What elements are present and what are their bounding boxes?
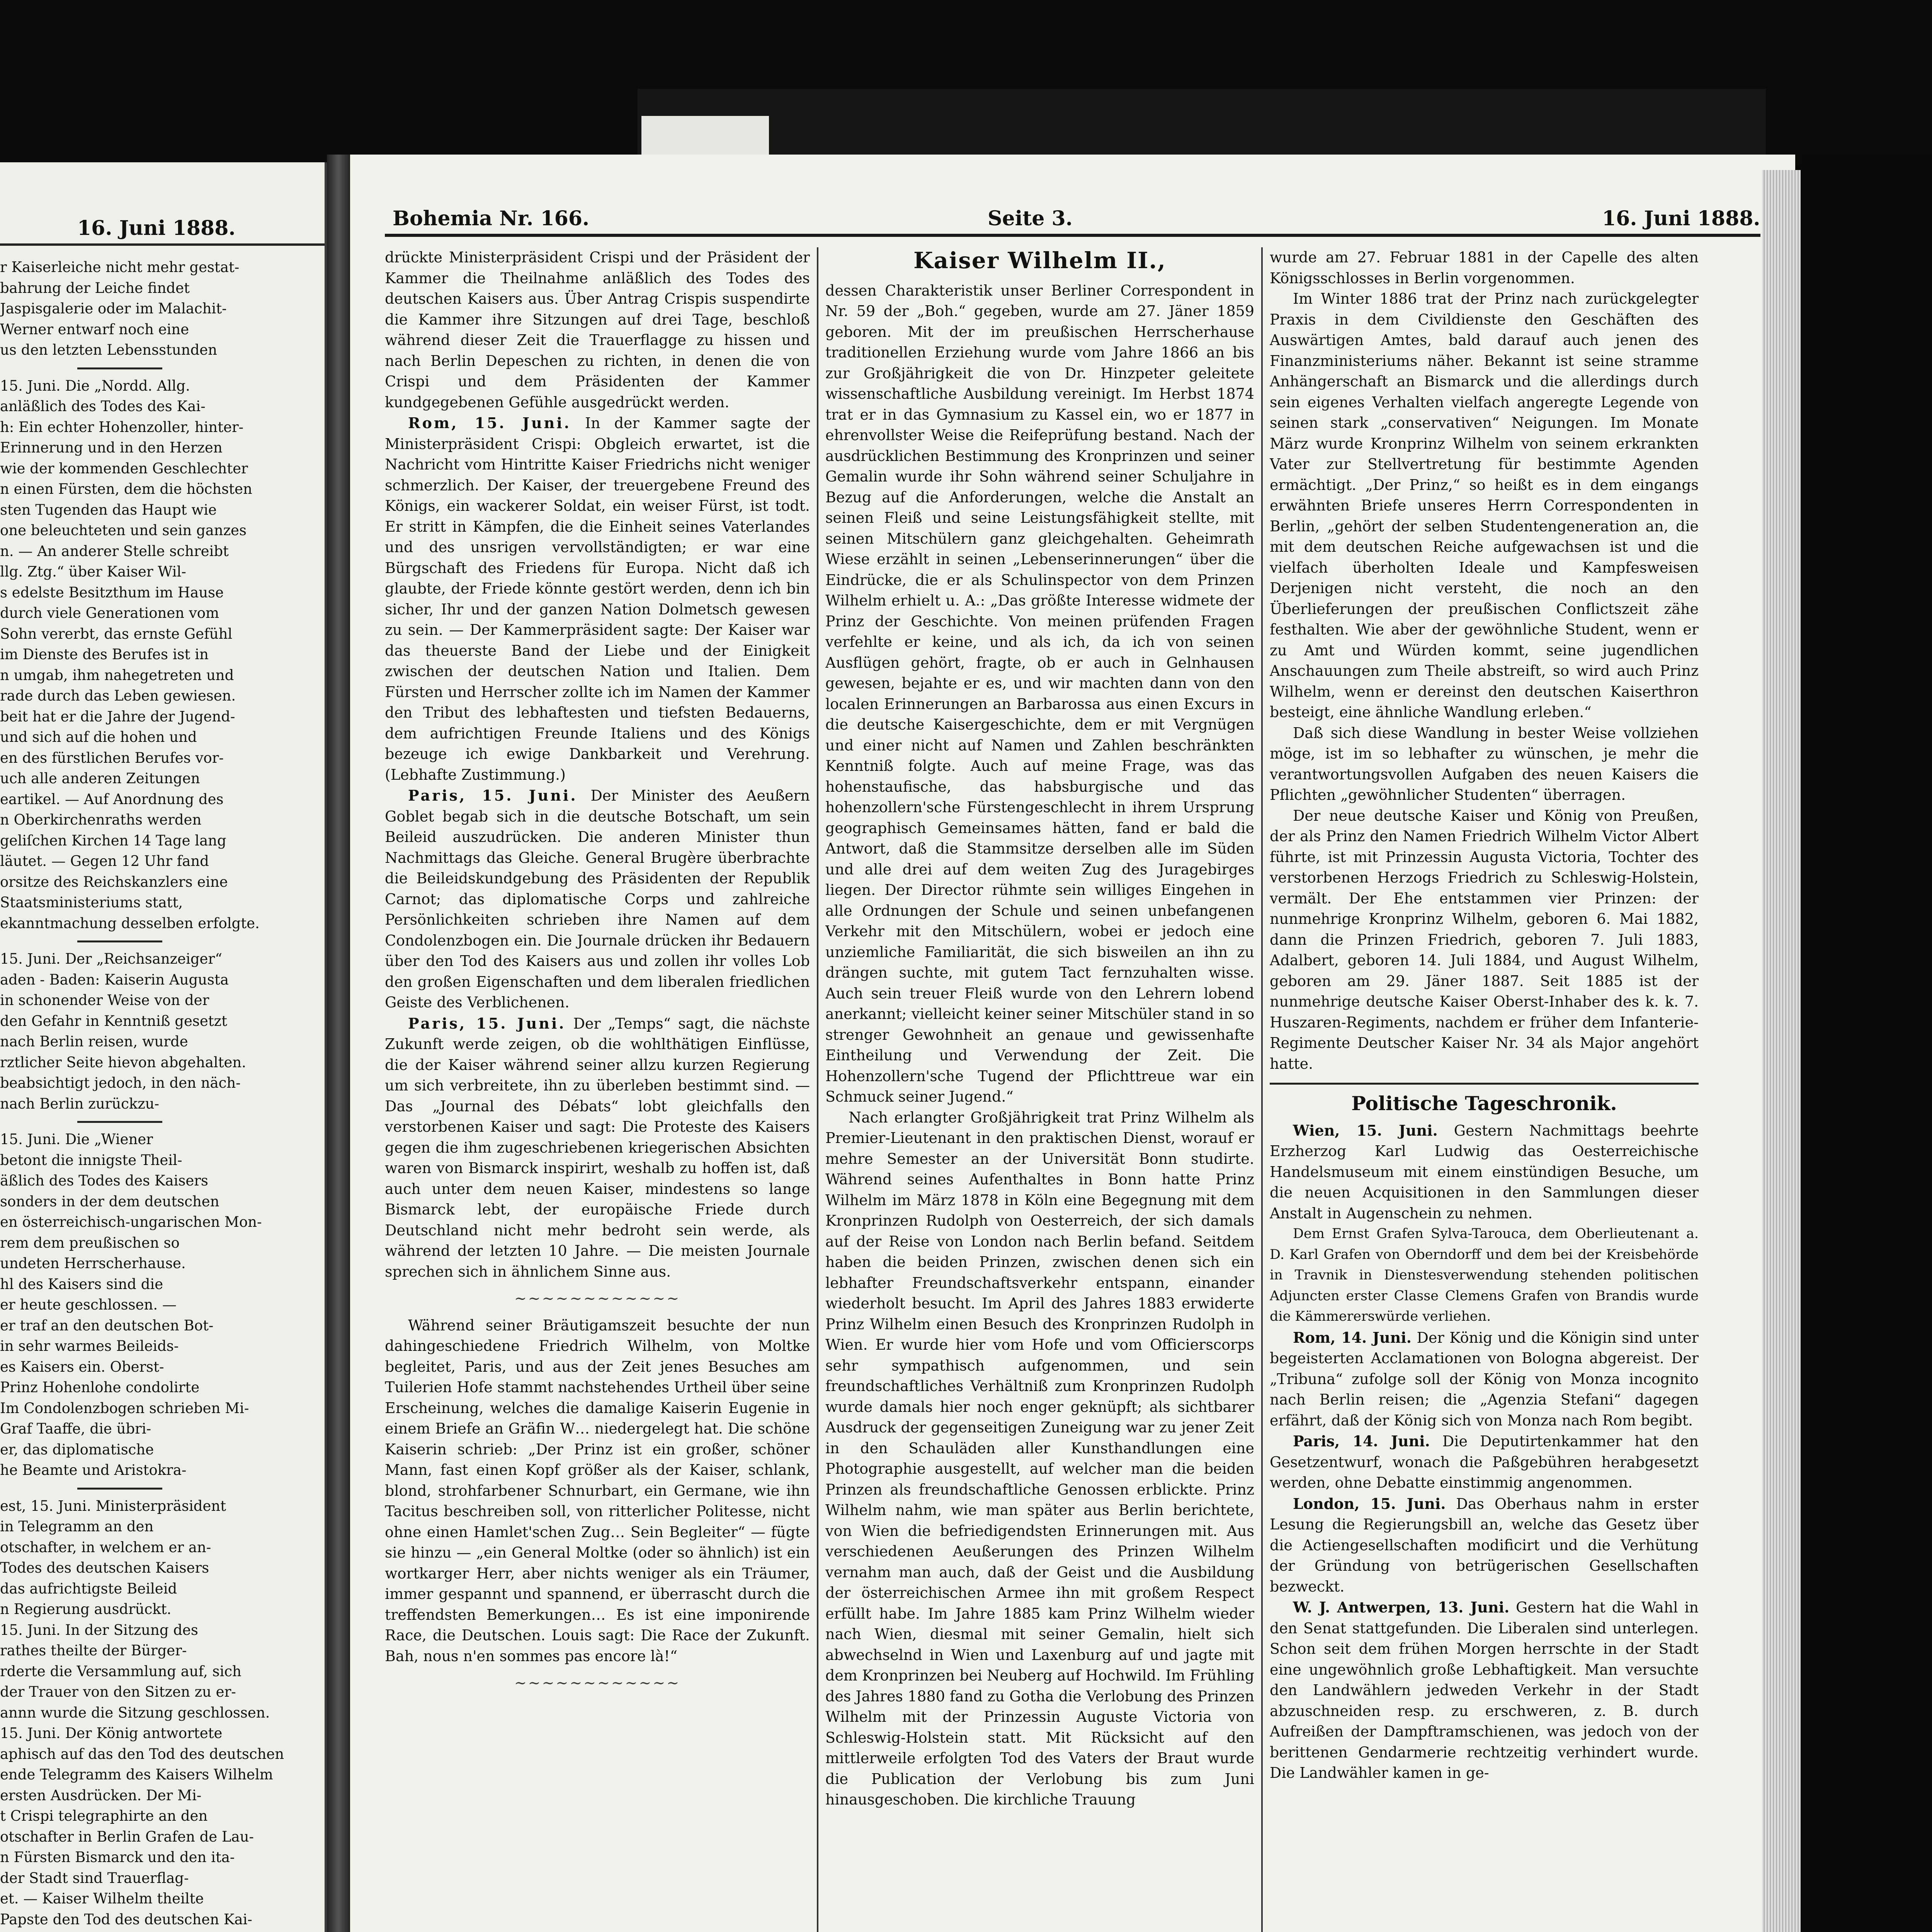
- text-line: den Gefahr in Kenntniß gesetzt: [0, 1012, 227, 1029]
- text-line: nach Berlin reisen, wurde: [0, 1033, 188, 1050]
- text-line: anläßlich des Todes des Kai-: [0, 398, 206, 415]
- page-date: 16. Juni 1888.: [1602, 207, 1760, 230]
- text-line: der Stadt sind Trauerflag-: [0, 1869, 189, 1886]
- text-line: das aufrichtigste Beileid: [0, 1580, 177, 1597]
- paragraph: Paris, 14. Juni. Die Deputirtenkammer hat den Gesetzentwurf, wonach die Paßgebühren herabgesetzt werden, ohne Debatte einstimmig angenommen.: [1270, 1432, 1699, 1491]
- text-line: rztlicher Seite hievon abgehalten.: [0, 1054, 246, 1071]
- paragraph: Daß sich diese Wandlung in bester Weise vollziehen möge, ist im so lebhafter zu wünschen, je mehr die verantwortungsvollen Aufgaben des neuen Kaisers die Pflichten „gewöhnlicher Studenten“ überragen.: [1270, 724, 1699, 803]
- text-line: n Fürsten Bismarck und den ita-: [0, 1849, 235, 1866]
- text-line: ekanntmachung desselben erfolgte.: [0, 915, 260, 932]
- scan-background-top: [0, 0, 1932, 166]
- text-line: rathes theilte der Bürger-: [0, 1642, 187, 1659]
- text-line: aden - Baden: Kaiserin Augusta: [0, 971, 229, 988]
- text-line: Werner entwarf noch eine: [0, 321, 189, 338]
- text-line: geliſchen Kirchen 14 Tage lang: [0, 832, 226, 849]
- text-line: Prinz Hohenlohe condolirte: [0, 1379, 200, 1396]
- paragraph: Im Winter 1886 trat der Prinz nach zurückgelegter Praxis in dem Civildienste den Geschäften des Auswärtigen Amtes, bald darauf auch jenen des Finanzministeriums näher. Bekannt ist seine stramme Anhängerschaft an Bismarck und die allerdings durch sein eigenes Verhalten vielfach angeregte Legende von seinen stark „conservativen“ Neigungen. Im Monate März wurde Kronprinz Wilhelm von seinem erkrankten Vater zur Stellvertretung für bestimmte Agenden ermächtigt. „Der Prinz,“ so heißt es in dem eingangs erwähnten Briefe unseres Herrn Correspondenten in Berlin, „gehört der selben Studentengeneration an, die mit dem deutschen Reiche aufgewachsen ist und die vielfach überholten Ideale und Kampfesweisen Derjenigen nicht versteht, die noch an den Überlieferungen der preußischen Conflictszeit zähe festhalten. Wie aber der gewöhnliche Student, wenn er zu Amt und Würden kommt, seine jugendlichen Anschauungen zum Theile abstreift, so wird auch Prinz Wilhelm, wenn er dereinst den deutschen Kaiserthron besteigt, eine ähnliche Wandlung erleben.“: [1270, 290, 1699, 721]
- text-line: ersten Ausdrücken. Der Mi-: [0, 1787, 202, 1804]
- text-line: 15. Juni. In der Sitzung des: [0, 1621, 198, 1638]
- section-divider: ~~~~~~~~~~~~: [514, 1290, 681, 1307]
- text-line: et. — Kaiser Wilhelm theilte: [0, 1890, 204, 1907]
- text-line: 15. Juni. Die „Wiener: [0, 1131, 153, 1148]
- text-line: 15. Juni. Der „Reichsanzeiger“: [0, 951, 223, 967]
- left-page: [0, 162, 327, 1932]
- text-line: Im Condolenzbogen schrieben Mi-: [0, 1400, 249, 1417]
- paragraph: Nach erlangter Großjährigkeit trat Prinz Wilhelm als Premier-Lieutenant in den praktischen Dienst, worauf er mehre Semester an der Universität Bonn studirte. Während seines Aufenthaltes in Bonn hatte Prinz Wilhelm im März 1878 in Köln eine Begegnung mit dem Kronprinzen Rudolph von Oesterreich, der sich damals auf der Reise von London nach Berlin befand. Seitdem haben die beiden Prinzen, zwischen denen sich ein lebhafter Freundschaftsverkehr entspann, einander wiederholt besucht. Im April des Jahres 1883 erwiderte Prinz Wilhelm einen Besuch des Kronprinzen Rudolph in Wien. Er wurde hier vom Hofe und vom Officierscorps sehr sympathisch aufgenommen, und sein freundschaftliches Verhältniß zum Kronprinzen Rudolph wurde damals hier noch enger geknüpft; als sichtbarer Ausdruck der gegenseitigen Zuneigung war zu jener Zeit in den Schauläden aller Kunsthandlungen eine Photographie ausgestellt, auf welcher man die beiden Prinzen als freundschaftliche Genossen erblickte. Prinz Wilhelm nahm, wie man später aus Berlin berichtete, von Wien die befriedigendsten Erinnerungen mit. Aus verschiedenen Aeußerungen des Prinzen Wilhelm vernahm man auch, daß der Geist und die Ausbildung der österreichischen Armee ihn mit großem Respect erfüllt habe. Im Jahre 1885 kam Prinz Wilhelm wieder nach Wien, diesmal mit seiner Gemalin, hielt sich abwechselnd in Wien und Laxenburg auf und jagte mit dem Kronprinzen bei Neuberg auf Hochwild. Im Frühling des Jahres 1880 fand zu Gotha die Verlobung des Prinzen Wilhelm mit der Prinzessin Auguste Victoria von Schleswig-Holstein statt. Mit Rücksicht auf den mittlerweile erfolgten Tod des Vaters der Braut wurde die Publication der Verlobung bis zum Juni hinausgeschoben. Die kirchliche Trauung: [825, 1109, 1254, 1808]
- column-rule: [817, 247, 818, 1932]
- section-divider: ~~~~~~~~~~~~: [514, 1674, 681, 1691]
- text-line: ende Telegramm des Kaisers Wilhelm: [0, 1766, 273, 1783]
- text-line: aphisch auf das den Tod des deutschen: [0, 1745, 284, 1762]
- text-line: uch alle anderen Zeitungen: [0, 770, 200, 787]
- text-line: Sohn vererbt, das ernste Gefühl: [0, 625, 233, 642]
- left-page-column: [0, 257, 313, 1932]
- header-rule: [385, 234, 1760, 237]
- text-line: im Dienste des Berufes ist in: [0, 646, 209, 663]
- paragraph: Paris, 15. Juni. Der Minister des Aeußern Goblet begab sich in die deutsche Botschaft, um sein Beileid auszudrücken. Die anderen Minister thun Nachmittags das Gleiche. General Brugère überbrachte die Beileidskundgebung des Präsidenten der Republik Carnot; das diplomatische Corps und zahlreiche Persönlichkeiten schrieben ihre Namen auf dem Condolenzbogen ein. Die Journale drücken ihr Bedauern über den Tod des Kaisers aus und zollen ihr volles Lob den großen Eigenschaften und dem liberalen friedlichen Geiste des Verblichenen.: [385, 787, 810, 1011]
- text-line: orsitze des Reichskanzlers eine: [0, 873, 228, 890]
- left-page-date: 16. Juni 1888.: [77, 216, 236, 240]
- text-line: Papste den Tod des deutschen Kai-: [0, 1911, 252, 1928]
- text-line: rem dem preußischen so: [0, 1234, 180, 1251]
- text-line: er heute geschlossen. —: [0, 1296, 177, 1313]
- text-line: h: Ein echter Hohenzoller, hinter-: [0, 418, 244, 435]
- text-line: Graf Taaffe, die übri-: [0, 1420, 151, 1437]
- text-line: wie der kommenden Geschlechter: [0, 460, 248, 477]
- text-line: en österreichisch-ungarischen Mon-: [0, 1214, 262, 1230]
- column-1: [385, 247, 810, 1932]
- text-line: Erinnerung und in den Herzen: [0, 439, 223, 456]
- paragraph: Paris, 15. Juni. Der „Temps“ sagt, die nächste Zukunft werde zeigen, ob die wohlthätigen Einflüsse, die der Kaiser während seiner allzu kurzen Regierung um sich verbreitete, ihn zu überleben bestimmt sind. — Das „Journal des Débats“ lobt gleichfalls den verstorbenen Kaiser und sagt: Die Proteste des Kaisers gegen die ihm zugeschriebenen kriegerischen Absichten waren von Bismarck inspirirt, weshalb zu hoffen ist, daß auch unter dem neuen Kaiser, mindestens so lange Bismarck lebt, der europäische Friede durch Deutschland nicht mehr bedroht sein werde, als während der letzten 10 Jahre. — Die meisten Journale sprechen sich in ähnlichem Sinne aus.: [385, 1014, 810, 1280]
- text-line: Staatsministeriums statt,: [0, 894, 183, 911]
- text-line: beit hat er die Jahre der Jugend-: [0, 708, 235, 725]
- text-line: hl des Kaisers sind die: [0, 1276, 163, 1293]
- article-headline: Kaiser Wilhelm II.,: [913, 247, 1166, 274]
- text-line: one beleuchteten und sein ganzes: [0, 522, 247, 539]
- section-rule: [77, 1488, 162, 1490]
- section-rule: [77, 940, 162, 942]
- text-line: Jaspisgalerie oder im Malachit-: [0, 300, 227, 317]
- text-line: bahrung der Leiche findet: [0, 279, 190, 296]
- text-line: es Kaisers ein. Oberst-: [0, 1358, 164, 1375]
- text-line: läutet. — Gegen 12 Uhr fand: [0, 853, 209, 869]
- text-line: durch viele Generationen vom: [0, 605, 219, 621]
- paragraph: Während seiner Bräutigamszeit besuchte der nun dahingeschiedene Friedrich Wilhelm, von Moltke begleitet, Paris, und aus der Zeit jenes Besuches am Tuilerien Hofe stammt nachstehendes Urtheil über seine Erscheinung, welches die damalige Kaiserin Eugenie in einem Briefe an Gräfin W… niedergelegt hat. Die schöne Kaiserin schrieb: „Der Prinz ist ein großer, schöner Mann, fast einen Kopf größer als der Kaiser, schlank, blond, strohfarbener Schnurbart, ein Germane, wie ihn Tacitus beschreiben soll, von ritterlicher Politesse, nicht ohne einen Hamlet'schen Zug… Sein Begleiter“ — fügte sie hinzu — „ein General Moltke (oder so ähnlich) ist ein wortkarger Herr, aber nichts weniger als ein Träumer, immer gespannt und spannend, er überrascht durch die treffendsten Bemerkungen… Es ist eine imponirende Race, die Deutschen. Louis sagt: Die Race der Zukunft. Bah, nous n'en sommes pas encore là!“: [385, 1316, 810, 1665]
- text-line: otschafter in Berlin Grafen de Lau-: [0, 1828, 254, 1845]
- page-number: Seite 3.: [988, 207, 1073, 230]
- paragraph: drückte Ministerpräsident Crispi und der Präsident der Kammer die Theilnahme anläßlich des Todes des deutschen Kaisers aus. Über Antrag Crispis suspendirte die Kammer ihre Sitzungen auf drei Tage, beschloß während dieser Zeit die Trauerflagge zu hissen und nach Berlin Depeschen zu richten, in denen die von Crispi und dem Präsidenten der Kammer kundgegebenen Gefühle ausgedrückt werden.: [385, 249, 810, 411]
- text-line: undeten Herrscherhause.: [0, 1255, 186, 1272]
- column-3: [1270, 247, 1699, 1932]
- text-line: betont die innigste Theil-: [0, 1151, 182, 1168]
- text-line: n Oberkirchenraths werden: [0, 811, 202, 828]
- text-line: er, das diplomatische: [0, 1441, 154, 1458]
- text-line: Todes des deutschen Kaisers: [0, 1560, 209, 1576]
- text-line: eartikel. — Auf Anordnung des: [0, 791, 224, 808]
- text-line: s edelste Besitzthum im Hause: [0, 584, 224, 601]
- text-line: 15. Juni. Die „Nordd. Allg.: [0, 377, 190, 394]
- section-rule: [1270, 1083, 1699, 1085]
- text-line: he Beamte und Aristokra-: [0, 1462, 187, 1478]
- scan-background-right: [1801, 155, 1932, 1932]
- section-rule: [77, 367, 162, 369]
- column-rule: [1261, 247, 1263, 1932]
- column-2: [825, 247, 1254, 1932]
- text-line: in sehr warmes Beileids-: [0, 1338, 179, 1354]
- text-line: otschafter, in welchem er an-: [0, 1539, 211, 1556]
- text-line: n umgab, ihm nahegetreten und: [0, 667, 234, 684]
- section-title: Politische Tageschronik.: [1351, 1092, 1617, 1115]
- paragraph: W. J. Antwerpen, 13. Juni. Gestern hat die Wahl in den Senat stattgefunden. Die Liberalen sind unterlegen. Schon seit dem frühen Morgen herrschte in der Stadt eine ungewöhnlich große Lebhaftigkeit. Man versuchte den Landwählern jedweden Verkehr in der Stadt abzuschneiden resp. zu erschweren, z. B. durch Aufreißen der Dampftramschienen, was jedoch von der berittenen Gendarmerie rechtzeitig verhindert wurde. Die Landwähler kamen in ge-: [1270, 1599, 1699, 1781]
- main-page: [350, 155, 1795, 1932]
- page-edges: [1762, 170, 1801, 1932]
- text-line: sten Tugenden das Haupt wie: [0, 501, 217, 518]
- text-line: est, 15. Juni. Ministerpräsident: [0, 1497, 226, 1514]
- text-line: [0, 1930, 313, 1932]
- text-line: er traf an den deutschen Bot-: [0, 1317, 214, 1334]
- text-line: n. — An anderer Stelle schreibt: [0, 543, 229, 560]
- text-line: r Kaiserleiche nicht mehr gestat-: [0, 259, 240, 276]
- text-line: beabsichtigt jedoch, in den näch-: [0, 1075, 241, 1091]
- text-line: nach Berlin zurückzu-: [0, 1095, 160, 1112]
- paragraph: Rom, 15. Juni. In der Kammer sagte der Ministerpräsident Crispi: Obgleich erwartet, ist die Nachricht vom Hintritte Kaiser Friedrichs nicht weniger schmerzlich. Der Kaiser, der treuergebene Freund des Königs, ein wackerer Soldat, ein weiser Fürst, ist todt. Er stritt in Kämpfen, die die Einheit seines Vaterlandes und des unsrigen vervollständigten; er war eine Bürgschaft des Friedens für Europa. Nicht daß ich glaubte, der Friede könnte gestört werden, denn ich bin sicher, Ihr und der ganzen Nation Dolmetsch gewesen zu sein. — Der Kammerpräsident sagte: Der Kaiser war das theuerste Band der Liebe und der Einigkeit zwischen der deutschen Nation und Italien. Dem Fürsten und Herrscher zollte ich im Namen der Kammer den Tribut des lebhaftesten und tiefsten Bedauerns, dem aufrichtigen Freunde Italiens und des Königs bezeuge ich ewige Dankbarkeit und Verehrung. (Lebhafte Zustimmung.): [385, 414, 810, 783]
- page-header: [385, 207, 1760, 238]
- book-gutter: [327, 155, 350, 1932]
- section-rule: [77, 1121, 162, 1123]
- text-line: in schonender Weise von der: [0, 992, 209, 1009]
- paragraph: dessen Charakteristik unser Berliner Correspondent in Nr. 59 der „Boh.“ gegeben, wurde am 27. Jäner 1859 geboren. Mit der im preußischen Herrscherhause traditionellen Erziehung wurde vom Jahre 1866 an bis zur Großjährigkeit die von Dr. Hinzpeter geleitete wissenschaftliche Ausbildung vereinigt. Im Herbst 1874 trat er in das Gymnasium zu Kassel ein, wo er 1877 in ehrenvollster Weise die Reifeprüfung bestand. Nach der ausdrücklichen Bestimmung des Kronprinzen und seiner Gemalin wurde ihr Sohn während seiner Schuljahre in Bezug auf die Anforderungen, welche die Anstalt an seinen Fleiß und seine Leistungsfähigkeit stellte, mit seinen Mitschülern ganz gleichgehalten. Geheimrath Wiese erzählt in seinen „Lebenserinnerungen“ über die Eindrücke, die er als Schulinspector von dem Prinzen Wilhelm erhielt u. A.: „Das größte Interesse widmete der Prinz der Geschichte. Von meinen prüfenden Fragen verfehlte er keine, und als ich, da ich von seinen Ausflügen gehört, fragte, ob er auch in Gelnhausen gewesen, bejahte er es, und wir machten dann von den localen Erinnerungen an Barbarossa aus einen Excurs in die deutsche Kaisergeschichte, dem er mit Vergnügen und einer nicht auf Namen und Zahlen beschränkten Kenntniß folgte. Auch auf meine Frage, was das hohenstaufische, das habsburgische und das hohenzollern'sche Fürstengeschlecht in ihrem Ursprung geographisch Gemeinsames hätten, fand er bald die Antwort, daß die Stammsitze derselben alle im Süden und alle drei auf dem weiten Zug des Juragebirges liegen. Der Director rühmte sein williges Eingehen in alle Ordnungen der Schule und seinen unbefangenen Verkehr mit den Mitschülern, wobei er jedoch eine unziemliche Familiarität, die sich bisweilen an ihn zu drängen suchte, mit gutem Tact fernzuhalten wisse. Auch sein treuer Fleiß wurde von den Lehrern lobend anerkannt; vielleicht keiner seiner Mitschüler stand in so strenger Gewohnheit an genaue und gewissenhafte Eintheilung und Verwendung der Zeit. Die Hohenzollern'sche Tugend der Pflichttreue war ein Schmuck seiner Jugend.“: [825, 282, 1254, 1105]
- text-line: llg. Ztg.“ über Kaiser Wil-: [0, 563, 186, 580]
- text-line: in Telegramm an den: [0, 1518, 154, 1535]
- text-line: 15. Juni. Der König antwortete: [0, 1725, 223, 1742]
- newspaper-issue: Bohemia Nr. 166.: [393, 207, 590, 230]
- paragraph: Dem Ernst Grafen Sylva-Tarouca, dem Oberlieutenant a. D. Karl Grafen von Oberndorff und dem bei der Kreisbehörde in Travnik in Dienstesverwendung stehenden politischen Adjuncten erster Classe Clemens Grafen von Brandis wurde die Kämmererswürde verliehen.: [1270, 1226, 1699, 1324]
- text-line: der Trauer von den Sitzen zu er-: [0, 1684, 236, 1700]
- paragraph: Rom, 14. Juni. Der König und die Königin sind unter begeisterten Acclamationen von Bologna abgereist. Der „Tribuna“ zufolge soll der König von Monza incognito nach Berlin reisen; die „Agenzia Stefani“ dagegen erfährt, daß der König sich von Monza nach Rom begibt.: [1270, 1328, 1699, 1429]
- text-line: rderte die Versammlung auf, sich: [0, 1663, 242, 1680]
- text-line: t Crispi telegraphirte an den: [0, 1808, 208, 1824]
- text-line: us den letzten Lebensstunden: [0, 342, 217, 358]
- text-line: n Regierung ausdrückt.: [0, 1601, 172, 1617]
- text-line: und sich auf die hohen und: [0, 729, 197, 745]
- paragraph: Wien, 15. Juni. Gestern Nachmittags beehrte Erzherzog Karl Ludwig das Oesterreichische Handelsmuseum mit einem einstündigen Besuche, um die neuen Acquisitionen in den Sammlungen dieser Anstalt in Augenschein zu nehmen.: [1270, 1121, 1699, 1222]
- text-line: äßlich des Todes des Kaisers: [0, 1172, 208, 1189]
- paragraph: wurde am 27. Februar 1881 in der Capelle des alten Königsschlosses in Berlin vorgenommen.: [1270, 249, 1699, 287]
- text-line: sonders in der dem deutschen: [0, 1193, 219, 1210]
- text-line: rade durch das Leben gewiesen.: [0, 687, 236, 704]
- paragraph: Der neue deutsche Kaiser und König von Preußen, der als Prinz den Namen Friedrich Wilhelm Victor Albert führte, ist mit Prinzessin Augusta Victoria, Tochter des verstorbenen Herzogs Friedrich zu Schleswig-Holstein, vermält. Der Ehe entstammen vier Prinzen: der nunmehrige Kronprinz Wilhelm, geboren 6. Mai 1882, dann die Prinzen Friedrich, geboren 7. Juli 1883, Adalbert, geboren 14. Juli 1884, und August Wilhelm, geboren am 29. Jäner 1887. Seit 1885 ist der nunmehrige deutsche Kaiser Oberst-Inhaber des k. k. 7. Huszaren-Regiments, nachdem er früher dem Infanterie-Regimente Deutscher Kaiser Nr. 34 als Major angehört hatte.: [1270, 807, 1699, 1072]
- left-header-rule: [0, 243, 325, 246]
- text-line: n einen Fürsten, dem die höchsten: [0, 481, 252, 497]
- text-line: en des fürstlichen Berufes vor-: [0, 749, 224, 766]
- paragraph: London, 15. Juni. Das Oberhaus nahm in erster Lesung die Regierungsbill an, welche das Gesetz über die Actiengesellschaften modificirt und die Verhütung der Gründung von betrügerischen Gesellschaften bezweckt.: [1270, 1495, 1699, 1595]
- text-line: annn wurde die Sitzung geschlossen.: [0, 1704, 270, 1721]
